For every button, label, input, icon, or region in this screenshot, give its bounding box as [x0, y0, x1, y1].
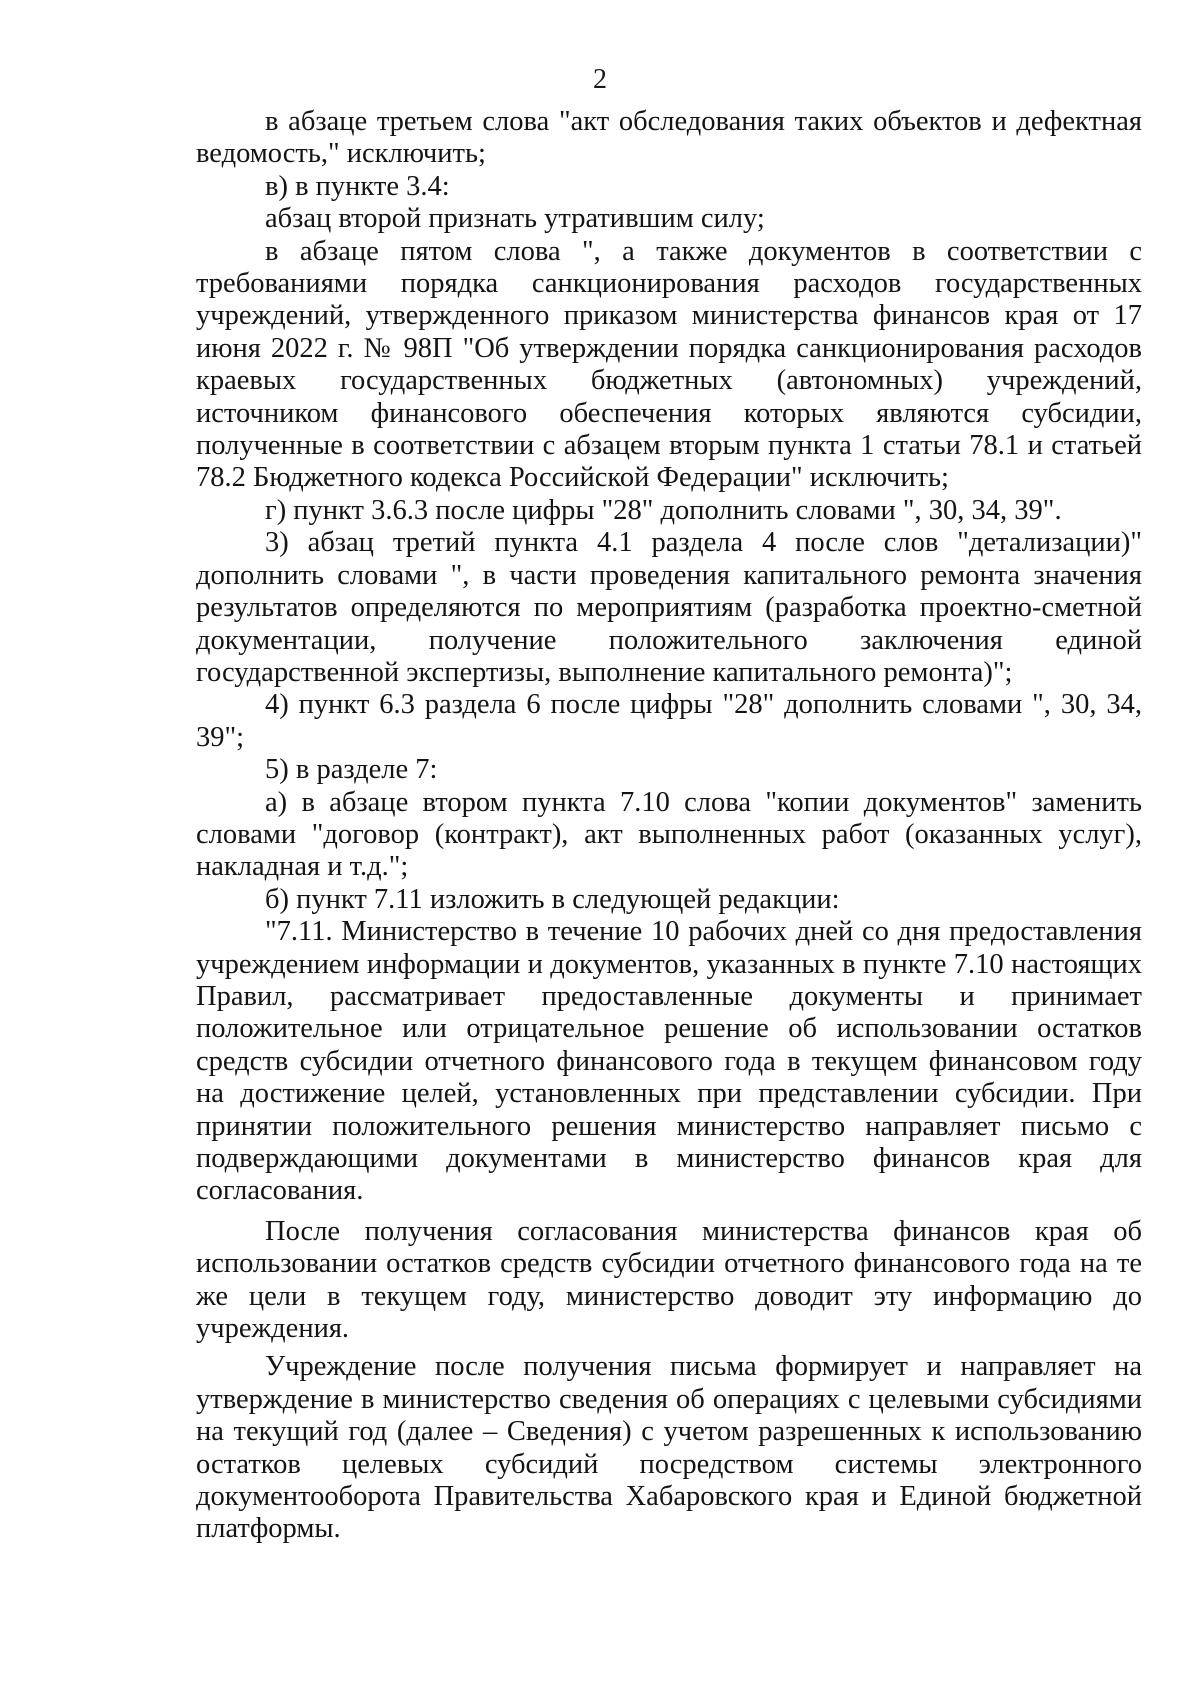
paragraph: б) пункт 7.11 изложить в следующей редакции: [265, 883, 840, 915]
paragraph: в абзаце пятом слова ", а также документов в соответствии с требованиями порядка санкционирования расходов государственных учреждений, утвержденного приказом министерства финансов края от 17 июня 2022 г. № 98П "Об утверждении порядка санкционирования расходов краевых государственных бюджетных (автономных) учреждений, источником финансового обеспечения которых являются субсидии, полученные в соответствии с абзацем вторым пункта 1 статьи 78.1 и статьей 78.2 Бюджетного кодекса Российской Федерации" исключить; [196, 235, 1142, 494]
paragraph: в) в пункте 3.4: [265, 170, 450, 202]
paragraph: в абзаце третьем слова "акт обследования таких объектов и дефектная ведомость," исключить; [196, 106, 1142, 170]
paragraph: абзац второй признать утратившим силу; [265, 203, 765, 235]
document-body [196, 106, 1142, 1546]
paragraph: 3) абзац третий пункта 4.1 раздела 4 после слов "детализации)" дополнить словами ", в части проведения капитального ремонта значения результатов определяются по мероприятиям (разработка проектно-сметной документации, получение положительного заключения единой государственной экспертизы, выполнение капитального ремонта)"; [196, 527, 1142, 688]
paragraph: 5) в разделе 7: [265, 754, 438, 786]
page-number: 2 [593, 64, 607, 95]
paragraph: Учреждение после получения письма формирует и направляет на утверждение в министерство сведения об операциях с целевыми субсидиями на текущий год (далее – Сведения) с учетом разрешенных к использованию остатков целевых субсидий посредством системы электронного документооборота Правительства Хабаровского края и Единой бюджетной платформы. [196, 1351, 1142, 1545]
paragraph: 4) пункт 6.3 раздела 6 после цифры "28" дополнить словами ", 30, 34, 39"; [196, 689, 1142, 753]
paragraph: г) пункт 3.6.3 после цифры "28" дополнить словами ", 30, 34, 39". [265, 494, 1062, 526]
paragraph: "7.11. Министерство в течение 10 рабочих дней со дня предоставления учреждением информации и документов, указанных в пункте 7.10 настоящих Правил, рассматривает предоставленные документы и принимает положительное или отрицательное решение об использовании остатков средств субсидии отчетного финансового года в текущем финансовом году на достижение целей, установленных при представлении субсидии. При принятии положительного решения министерство направляет письмо с подверждающими документами в министерство финансов края для согласования. [196, 916, 1142, 1207]
paragraph: а) в абзаце втором пункта 7.10 слова "копии документов" заменить словами "договор (контракт), акт выполненных работ (оказанных услуг), накладная и т.д."; [196, 786, 1142, 883]
paragraph: После получения согласования министерства финансов края об использовании остатков средств субсидии отчетного финансового года на те же цели в текущем году, министерство доводит эту информацию до учреждения. [196, 1215, 1142, 1345]
